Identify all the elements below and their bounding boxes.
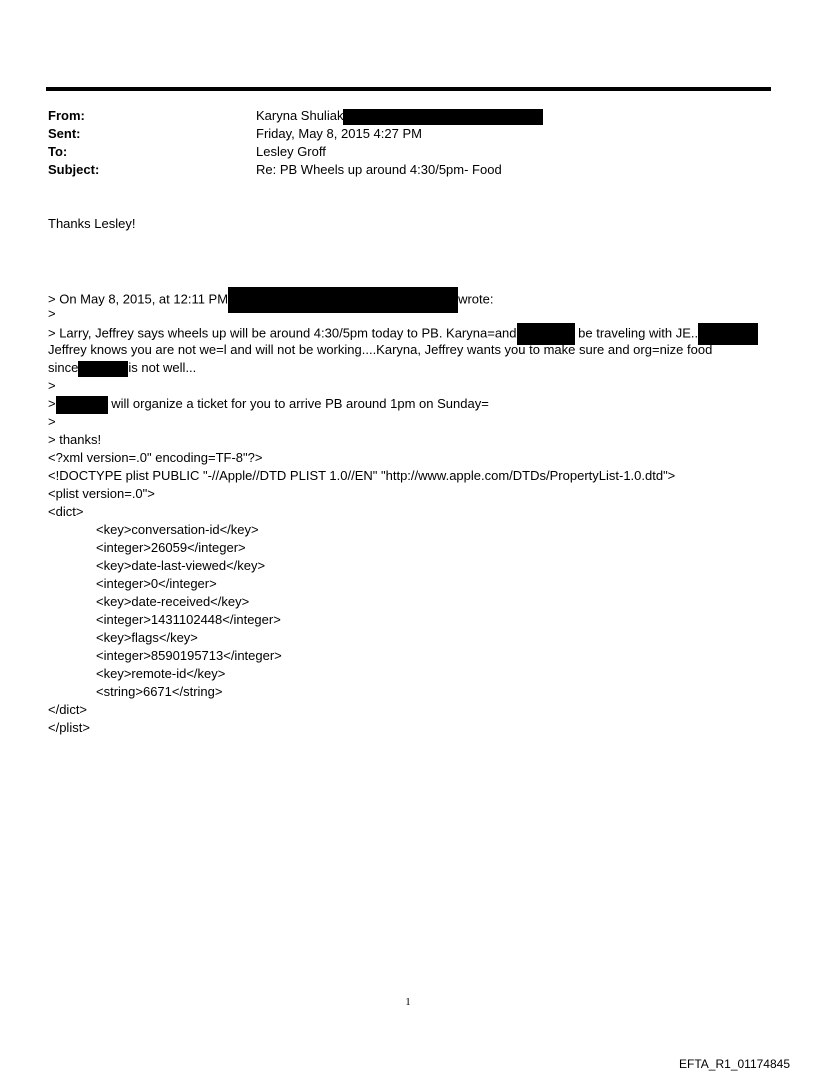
plist-line: <key>date-received</key> <box>96 594 250 609</box>
quote-text: > Larry, Jeffrey says wheels up will be around 4:30/5pm today to PB. Karyna=and <box>48 325 517 341</box>
quote-line <box>48 395 778 413</box>
from-value: Karyna Shuliak <box>256 108 344 123</box>
greeting: Thanks Lesley! <box>48 216 136 231</box>
plist-line: <key>remote-id</key> <box>96 666 226 681</box>
redaction-box <box>56 396 108 414</box>
plist-line: <key>conversation-id</key> <box>96 522 259 537</box>
plist-line: <dict> <box>48 504 84 519</box>
sent-value: Friday, May 8, 2015 4:27 PM <box>256 126 422 141</box>
quote-text: wrote: <box>458 291 494 307</box>
quote-text: > <box>48 396 56 411</box>
quote-text: since <box>48 360 79 375</box>
quote-text: will organize a ticket for you to arrive PB around 1pm on Sunday= <box>111 396 489 411</box>
redaction-box <box>78 361 128 377</box>
quote-text: be traveling with JE.. <box>578 325 699 341</box>
quote-line: > thanks! <box>48 432 102 447</box>
plist-line: <integer>0</integer> <box>96 576 217 591</box>
plist-line: <integer>8590195713</integer> <box>96 648 282 663</box>
document-id: EFTA_R1_01174845 <box>679 1057 790 1071</box>
subject-value: Re: PB Wheels up around 4:30/5pm- Food <box>256 162 502 177</box>
quote-line: Jeffrey knows you are not we=l and will not be working....Karyna, Jeffrey wants you to make sure and org=nize food <box>48 342 713 357</box>
quote-line <box>48 287 778 305</box>
quote-line: > <box>48 306 56 321</box>
plist-line: <key>flags</key> <box>96 630 198 645</box>
plist-line: </plist> <box>48 720 90 735</box>
to-label: To: <box>48 144 68 159</box>
quote-line <box>48 323 778 341</box>
quote-line: > <box>48 414 56 429</box>
quote-text: > On May 8, 2015, at 12:11 PM <box>48 291 229 307</box>
plist-line: <plist version=.0"> <box>48 486 155 501</box>
plist-line: <key>date-last-viewed</key> <box>96 558 266 573</box>
message-body <box>48 215 135 233</box>
quote-line: > <box>48 378 56 393</box>
header-rule <box>46 87 771 91</box>
quote-line <box>48 359 778 377</box>
quoted-message <box>48 287 778 737</box>
plist-line: <?xml version=.0" encoding=TF-8"?> <box>48 450 263 465</box>
plist-line: <!DOCTYPE plist PUBLIC "-//Apple//DTD PLIST 1.0//EN" "http://www.apple.com/DTDs/PropertyList-1.0.dtd"> <box>48 468 676 483</box>
plist-line: <string>6671</string> <box>96 684 223 699</box>
redaction-box <box>343 109 543 125</box>
subject-label: Subject: <box>48 162 100 177</box>
page-number: 1 <box>405 996 411 1008</box>
quote-text: is not well... <box>128 360 197 375</box>
sent-label: Sent: <box>48 126 81 141</box>
plist-line: <integer>1431102448</integer> <box>96 612 281 627</box>
plist-line: <integer>26059</integer> <box>96 540 246 555</box>
from-label: From: <box>48 108 85 123</box>
to-value: Lesley Groff <box>256 144 326 159</box>
plist-line: </dict> <box>48 702 88 717</box>
redaction-box <box>228 287 458 313</box>
